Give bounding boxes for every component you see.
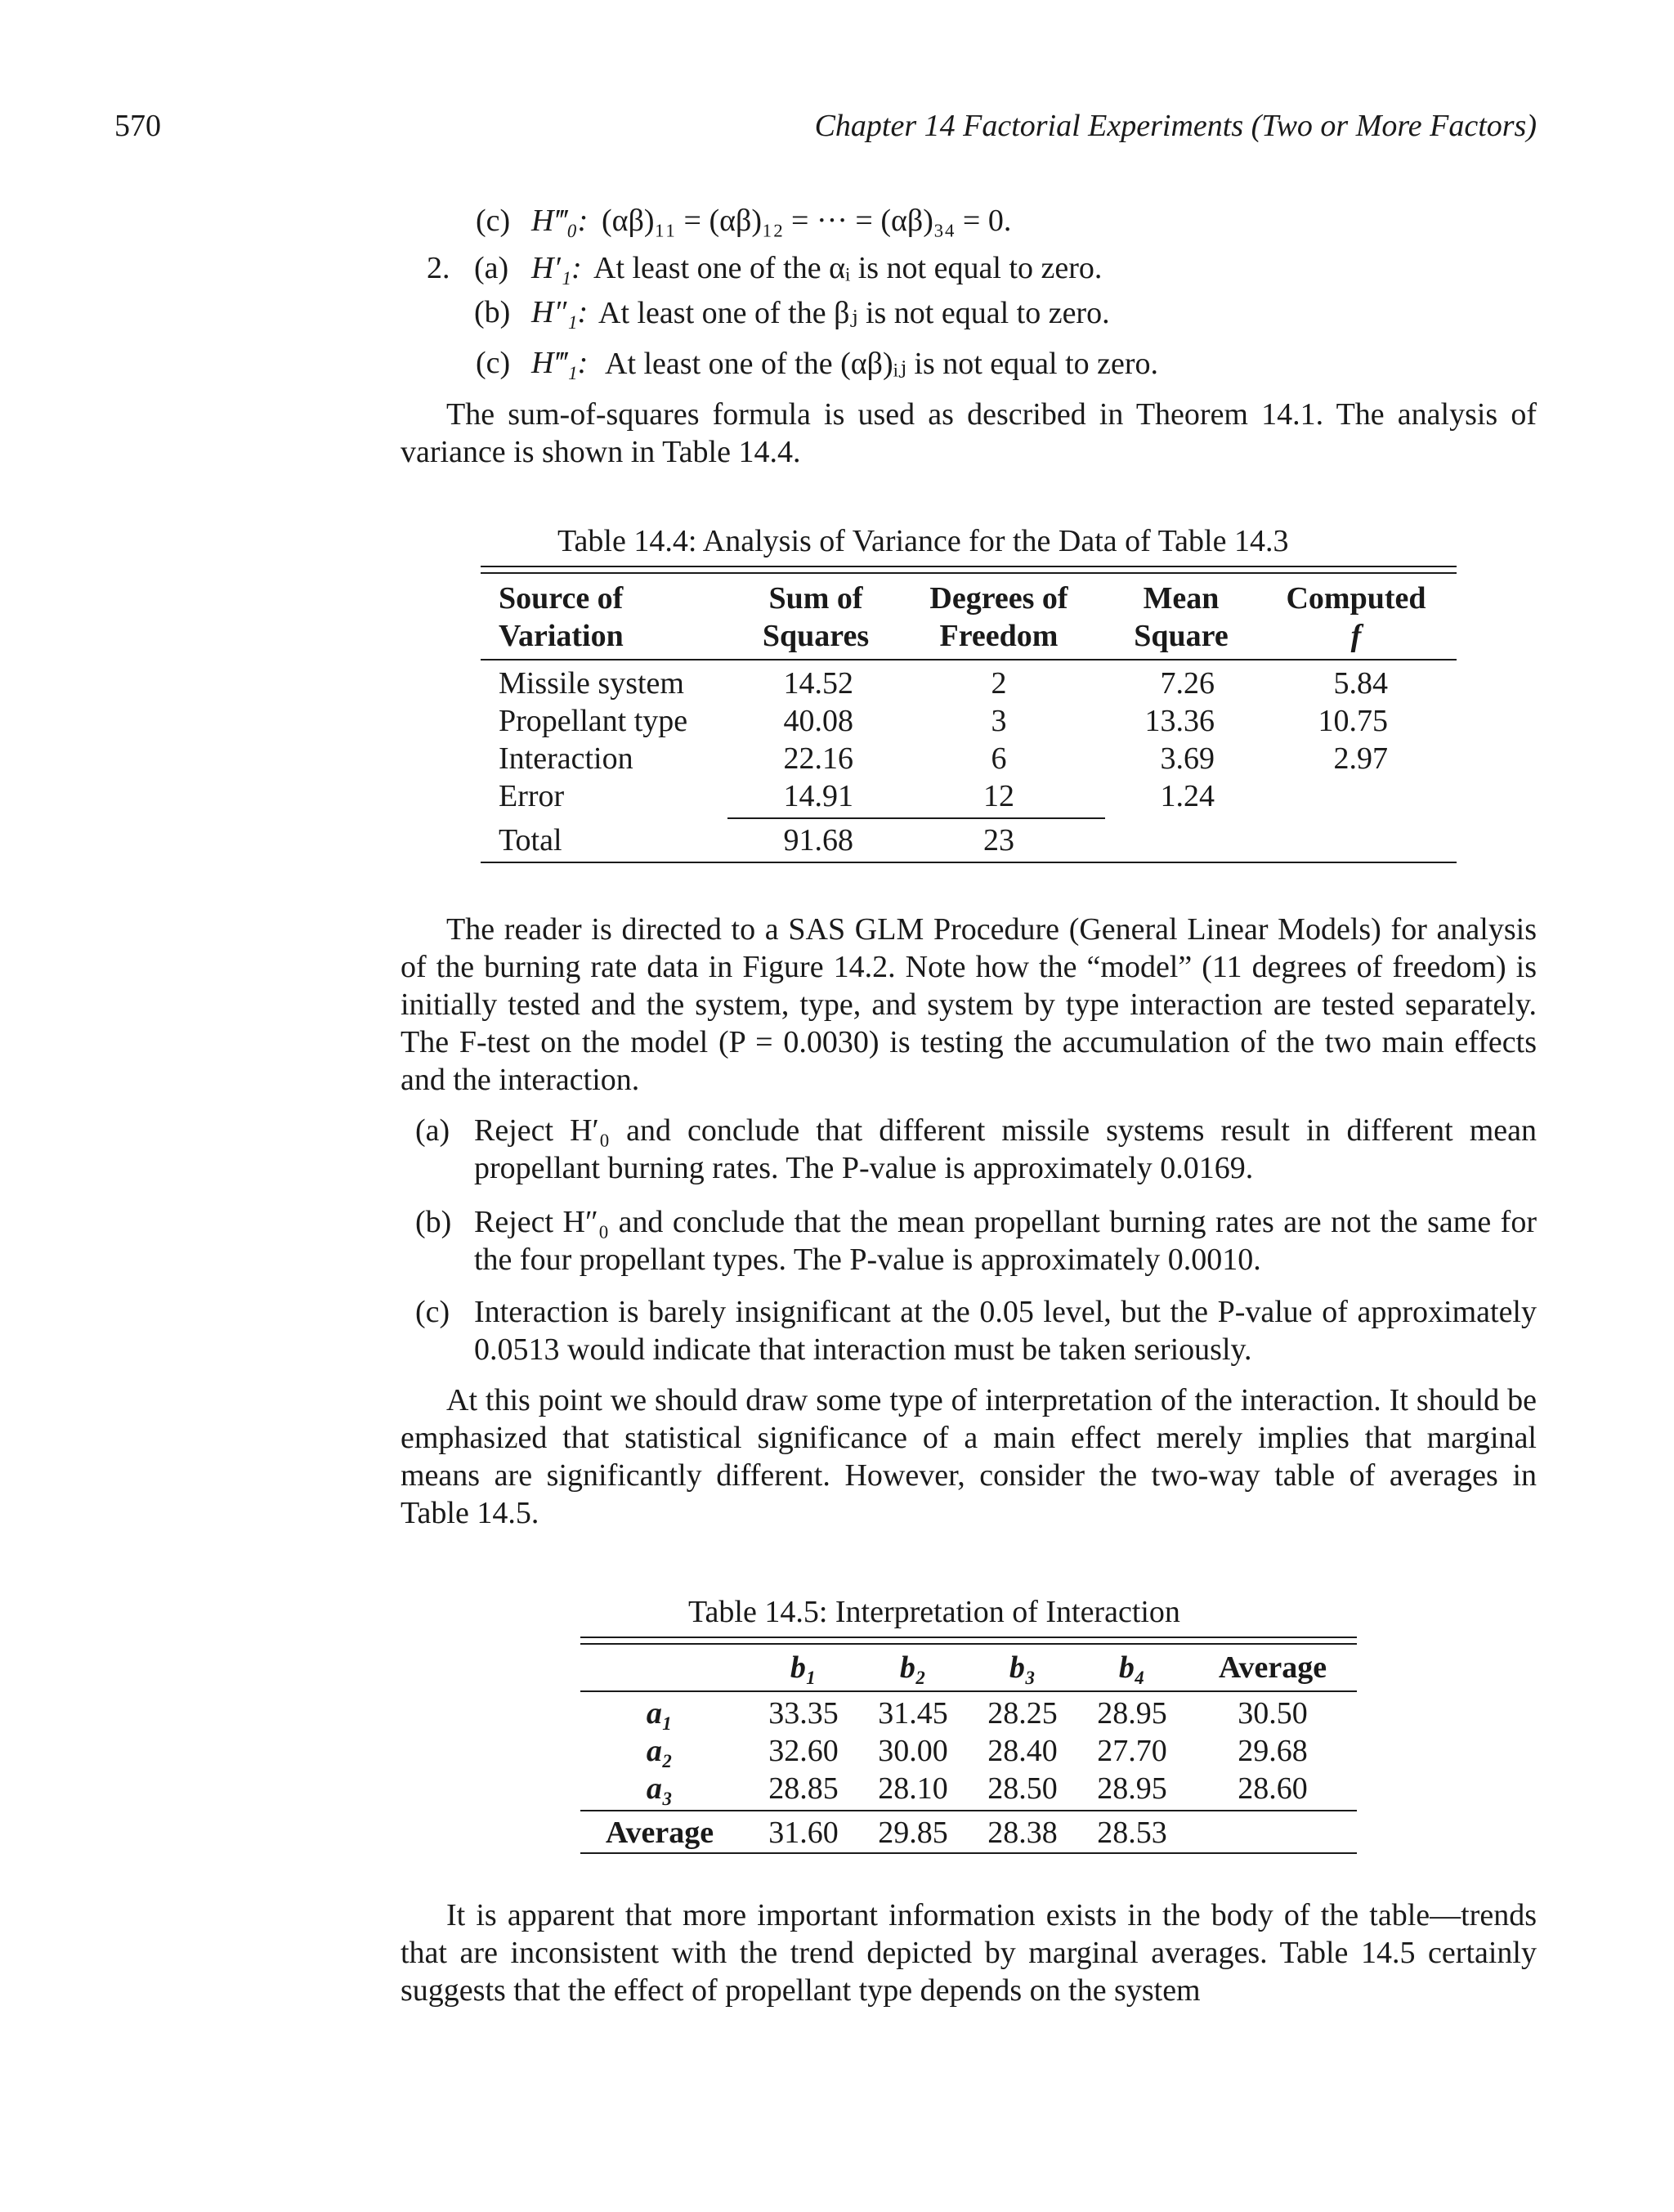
average-value: 31.60 <box>768 1816 839 1850</box>
cell-value: 28.95 <box>1097 1771 1167 1806</box>
header-source-1: Source of <box>499 581 624 616</box>
table45-header-rule <box>580 1690 1357 1692</box>
total-df: 23 <box>983 823 1014 857</box>
table-top-rule-1 <box>481 566 1457 567</box>
cell-value: 31.45 <box>878 1696 948 1731</box>
row-ms: 13.36 <box>1144 704 1215 738</box>
table-header-rule <box>481 659 1457 660</box>
row-ss: 14.91 <box>783 779 853 813</box>
average-value: 28.53 <box>1097 1816 1167 1850</box>
row-source: Propellant type <box>499 704 688 738</box>
conclusion-text: Reject H″₀ and conclude that the mean propellant burning rates are not the same for the four propellant types. The P-value is approximately 0.0010. <box>474 1205 1537 1277</box>
row-label: a₃ <box>646 1771 674 1806</box>
average-row-label: Average <box>605 1816 714 1850</box>
hyp-b-text: At least one of the βⱼ is not equal to zero. <box>598 296 1110 330</box>
row-ms: 3.69 <box>1160 741 1215 776</box>
row-f: 10.75 <box>1318 704 1388 738</box>
conclusion-text: Interaction is barely insignificant at the 0.05 level, but the P-value of approximately 0.0513 would indicate that interaction must be taken seriously. <box>474 1295 1537 1367</box>
col-header-b2: b₂ <box>899 1650 927 1685</box>
row-df: 6 <box>991 741 1007 776</box>
col-header-b1: b₁ <box>790 1650 817 1685</box>
cell-value: 28.50 <box>987 1771 1058 1806</box>
col-header-b3: b₃ <box>1009 1650 1036 1685</box>
conclusion-label: (c) <box>415 1295 450 1329</box>
paragraph-1: The sum-of-squares formula is used as described in Theorem 14.1. The analysis of variance is shown in Table 14.4. <box>401 397 1537 469</box>
row-label: a₁ <box>646 1696 674 1731</box>
total-source: Total <box>499 823 562 857</box>
cell-value: 30.50 <box>1238 1696 1308 1731</box>
row-ms: 7.26 <box>1160 666 1215 701</box>
header-df-1: Degrees of <box>929 581 1068 616</box>
col-header-average: Average <box>1218 1650 1327 1685</box>
hyp-b-label: (b) <box>474 295 511 329</box>
average-value: 29.85 <box>878 1816 948 1850</box>
header-f-1: Computed <box>1286 581 1426 616</box>
hyp-b-symbol: H″₁: <box>531 295 589 329</box>
hyp-c-symbol: H‴₁: <box>531 346 589 380</box>
cell-value: 27.70 <box>1097 1734 1167 1768</box>
header-ms-1: Mean <box>1143 581 1220 616</box>
conclusion-text: Reject H′₀ and conclude that different missile systems result in different mean propellant burning rates. The P-value is approximately 0.0169. <box>474 1113 1537 1185</box>
table-14-5-caption: Table 14.5: Interpretation of Interaction <box>688 1595 1180 1629</box>
table-top-rule-2 <box>481 572 1457 574</box>
row-ss: 40.08 <box>783 704 853 738</box>
cell-value: 29.68 <box>1238 1734 1308 1768</box>
paragraph-3: At this point we should draw some type of interpretation of the interaction. It should be emphasized that statistical significance of a main effect merely implies that marginal means are significantly different. However, consider the two-way table of averages in Table 14.5. <box>401 1383 1537 1530</box>
paragraph-4: It is apparent that more important information exists in the body of the table—trends that are inconsistent with the trend depicted by marginal averages. Table 14.5 certainly suggests that the effect of propellant type depends on the system <box>401 1898 1537 2008</box>
row-source: Interaction <box>499 741 633 776</box>
row-df: 12 <box>983 779 1014 813</box>
row-f: 2.97 <box>1333 741 1388 776</box>
hyp-a-text: At least one of the αᵢ is not equal to zero. <box>593 251 1103 285</box>
table45-average-rule <box>580 1810 1357 1811</box>
table-14-4-caption: Table 14.4: Analysis of Variance for the Data of Table 14.3 <box>557 524 1289 558</box>
hyp-c-text: At least one of the (αβ)ᵢⱼ is not equal to zero. <box>605 347 1159 381</box>
hyp-a-symbol: H′₁: <box>531 251 582 285</box>
cell-value: 32.60 <box>768 1734 839 1768</box>
row-label: a₂ <box>646 1734 674 1768</box>
col-header-b4: b₄ <box>1118 1650 1146 1685</box>
cell-value: 28.60 <box>1238 1771 1308 1806</box>
paragraph-2: The reader is directed to a SAS GLM Procedure (General Linear Models) for analysis of the burning rate data in Figure 14.2. Note how the “model” (11 degrees of freedom) is initially tested and the system, type, and system by type interaction are tested separately. The F-test on the model (P = 0.0030) is testing the accumulation of the two main effects and the interaction. <box>401 912 1537 1097</box>
row-ss: 22.16 <box>783 741 853 776</box>
hyp-c-label: (c) <box>476 346 511 380</box>
table-bottom-rule <box>481 862 1457 863</box>
row-source: Missile system <box>499 666 684 701</box>
total-rule <box>727 817 1105 819</box>
conclusion-item <box>415 1112 1537 1190</box>
row-df: 2 <box>991 666 1007 701</box>
header-ss-1: Sum of <box>768 581 863 616</box>
row-f: 5.84 <box>1333 666 1388 701</box>
hyp-two-label: 2. <box>427 251 450 285</box>
header-ms-2: Square <box>1134 619 1229 653</box>
cell-value: 28.85 <box>768 1771 839 1806</box>
hyp-c-null-symbol: H‴₀: <box>531 204 589 238</box>
row-source: Error <box>499 779 565 813</box>
table45-top-rule-1 <box>580 1637 1357 1638</box>
hyp-c-null-label: (c) <box>476 204 511 238</box>
header-source-2: Variation <box>499 619 624 653</box>
conclusion-label: (a) <box>415 1113 450 1148</box>
hyp-a-label: (a) <box>474 251 509 285</box>
row-df: 3 <box>991 704 1007 738</box>
table45-bottom-rule <box>580 1852 1357 1854</box>
table45-top-rule-2 <box>580 1643 1357 1645</box>
header-df-2: Freedom <box>939 619 1059 653</box>
row-ss: 14.52 <box>783 666 853 701</box>
running-head: Chapter 14 Factorial Experiments (Two or More Factors) <box>814 109 1537 143</box>
page-number: 570 <box>114 109 161 143</box>
cell-value: 28.25 <box>987 1696 1058 1731</box>
cell-value: 33.35 <box>768 1696 839 1731</box>
header-f-2: f <box>1350 619 1362 653</box>
cell-value: 28.95 <box>1097 1696 1167 1731</box>
conclusion-item <box>415 1203 1537 1282</box>
row-ms: 1.24 <box>1160 779 1215 813</box>
average-value: 28.38 <box>987 1816 1058 1850</box>
header-ss-2: Squares <box>762 619 870 653</box>
cell-value: 28.10 <box>878 1771 948 1806</box>
hyp-c-null-text: (αβ)₁₁ = (αβ)₁₂ = ··· = (αβ)₃₄ = 0. <box>602 204 1012 238</box>
cell-value: 30.00 <box>878 1734 948 1768</box>
total-ss: 91.68 <box>783 823 853 857</box>
cell-value: 28.40 <box>987 1734 1058 1768</box>
conclusion-item <box>415 1293 1537 1372</box>
conclusion-label: (b) <box>415 1205 452 1239</box>
